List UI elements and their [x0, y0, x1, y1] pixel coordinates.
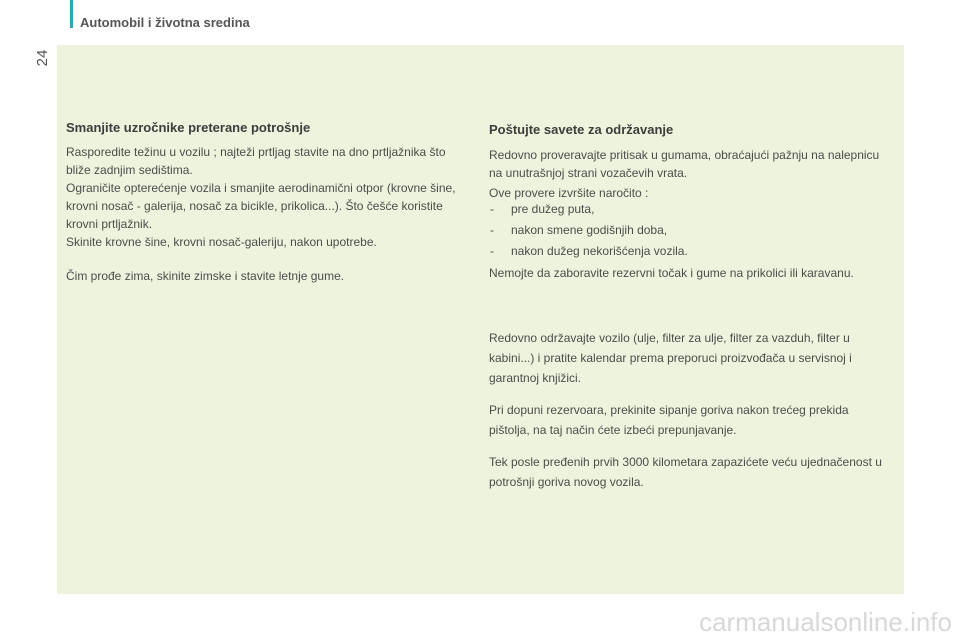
watermark: carmanualsonline.info [699, 607, 952, 637]
header-accent-bar [70, 0, 73, 28]
right-intro: Redovno proveravajte pritisak u gumama, obraćajući pažnju na nalepnicu na unutrašnjoj strani vozačevih vrata. [489, 148, 880, 180]
check-list [489, 200, 889, 260]
left-column [66, 120, 461, 285]
left-paragraph: Ograničite opterećenje vozila i smanjite aerodinamični otpor (krovne šine, krovni nosač - galerija, nosač za bicikle, prikolica...). Što češće koristite krovni prtljažnik. [66, 181, 456, 231]
page-number: 24 [34, 49, 51, 67]
left-heading: Smanjite uzročnike preterane potrošnje [66, 120, 311, 135]
right-paragraph: Pri dopuni rezervoara, prekinite sipanje goriva nakon trećeg prekida pištolja, na taj način ćete izbeći prepunjavanje. [489, 403, 849, 437]
right-paragraph: Redovno održavajte vozilo (ulje, filter za ulje, filter za vazduh, filter u kabini...) i pratite kalendar prema preporuci proizvođača u servisnoj i garantnoj knjižici. [489, 331, 852, 385]
left-paragraph: Rasporedite težinu u vozilu ; najteži prtljag stavite na dno prtljažnika što bliže zadnjim sedištima. [66, 145, 446, 177]
right-column [489, 122, 889, 492]
left-paragraph: Čim prođe zima, skinite zimske i stavite letnje gume. [66, 269, 345, 283]
list-item: - nakon smene godišnjih doba, [489, 221, 889, 239]
left-paragraph: Skinite krovne šine, krovni nosač-galeriju, nakon upotrebe. [66, 235, 377, 249]
right-heading: Poštujte savete za održavanje [489, 122, 674, 137]
right-paragraph: Tek posle pređenih prvih 3000 kilometara zapazićete veću ujednačenost u potrošnji goriva novog vozila. [489, 455, 882, 489]
content-panel [57, 45, 904, 594]
list-item: - nakon dužeg nekorišćenja vozila. [489, 242, 889, 260]
section-title: Automobil i životna sredina [80, 15, 250, 30]
right-paragraph: Nemojte da zaboravite rezervni točak i gume na prikolici ili karavanu. [489, 266, 854, 280]
list-item: - pre dužeg puta, [489, 200, 889, 218]
list-intro: Ove provere izvršite naročito : [489, 186, 649, 200]
